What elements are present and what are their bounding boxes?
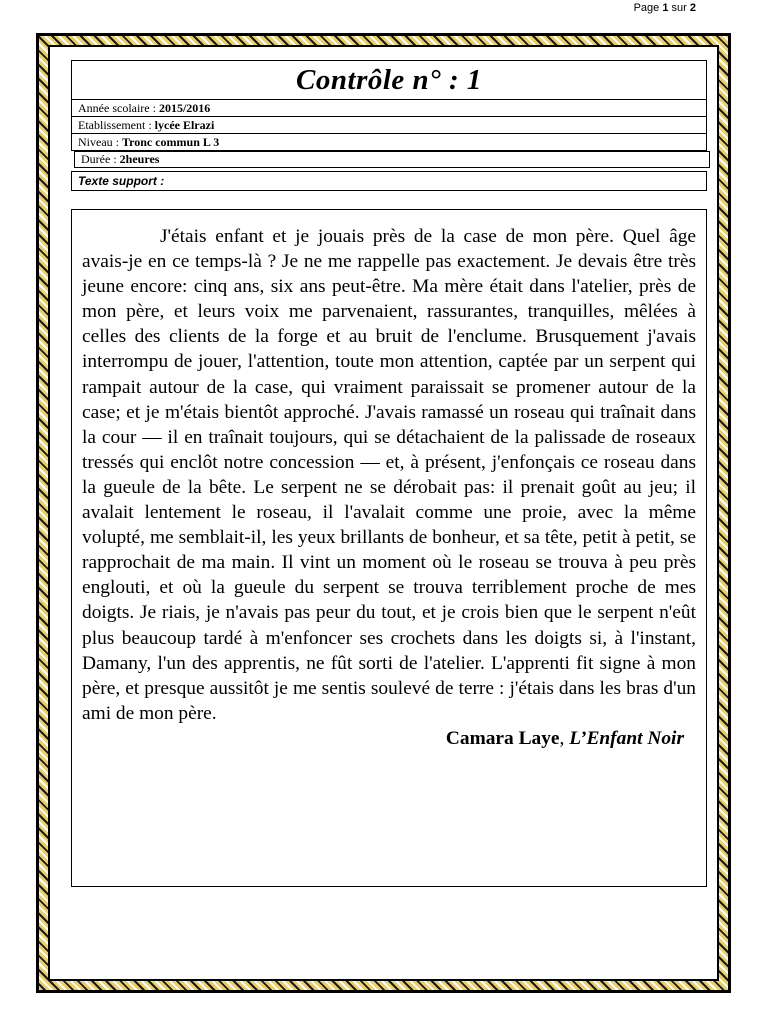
level-row <box>71 133 707 151</box>
page-number-total: 2 <box>689 2 696 14</box>
passage-author: Camara Laye <box>445 727 560 749</box>
attribution-separator: , <box>559 727 570 749</box>
duration-label: Durée : <box>81 152 117 166</box>
page-content-area <box>48 45 719 981</box>
exam-header <box>71 60 707 191</box>
page-number-prefix: Page <box>633 2 660 14</box>
duration-value: 2heures <box>119 152 160 166</box>
passage-box <box>71 209 707 887</box>
decorative-border <box>36 33 731 993</box>
school-year-row <box>71 99 707 116</box>
school-year-label: Année scolaire : <box>78 101 156 115</box>
exam-title: Contrôle n° : 1 <box>71 60 707 99</box>
page-number-current: 1 <box>662 2 669 14</box>
passage-work-title: L’Enfant Noir <box>569 727 684 749</box>
support-text-label: Texte support : <box>71 171 707 191</box>
passage-attribution <box>82 726 696 751</box>
school-value: lycée Elrazi <box>154 118 215 132</box>
level-value: Tronc commun L 3 <box>122 135 220 149</box>
school-row <box>71 116 707 133</box>
page-number-separator: sur <box>671 2 687 14</box>
page-number <box>634 2 696 14</box>
level-label: Niveau : <box>78 135 119 149</box>
passage-text: J'étais enfant et je jouais près de la case de mon père. Quel âge avais-je en ce temps-là ? Je ne me rappelle pas exactement. Je devais être très jeune encore: cinq ans, six ans peut-être. Ma mère était dans l'atelier, près de mon père, et leurs voix me parvenaient, rassurantes, tranquilles, mêlées à celles des clients de la forge et au bruit de l'enclume. Brusquement j'avais interrompu de jouer, l'attention, toute mon attention, captée par un serpent qui rampait autour de la case, qui vraiment paraissait se promener autour de la case; et je m'étais bientôt approché. J'avais ramassé un roseau qui traînait dans la cour — il en traînait toujours, qui se détachaient de la palissade de roseaux tressés qui enclôt notre concession — et, à présent, j'enfonçais ce roseau dans la gueule de la bête. Le serpent ne se dérobait pas: il prenait goût au jeu; il avalait lentement le roseau, il l'avalait comme une proie, avec la même volupté, me semblait-il, les yeux brillants de bonheur, et sa tête, petit à petit, se rapprochait de ma main. Il vint un moment où le roseau se trouva à peu près englouti, et où la gueule du serpent se trouva terriblement proche de mes doigts. Je riais, je n'avais pas peur du tout, et je crois bien que le serpent n'eût plus beaucoup tardé à m'enfoncer ses crochets dans les doigts si, à l'instant, Damany, l'un des apprentis, ne fût sorti de l'atelier. L'apprenti fit signe à mon père, et presque aussitôt je me sentis soulevé de terre : j'étais dans les bras d'un ami de mon père. <box>82 226 696 724</box>
duration-row <box>74 151 710 168</box>
school-year-value: 2015/2016 <box>158 101 211 115</box>
school-label: Etablissement : <box>78 118 152 132</box>
